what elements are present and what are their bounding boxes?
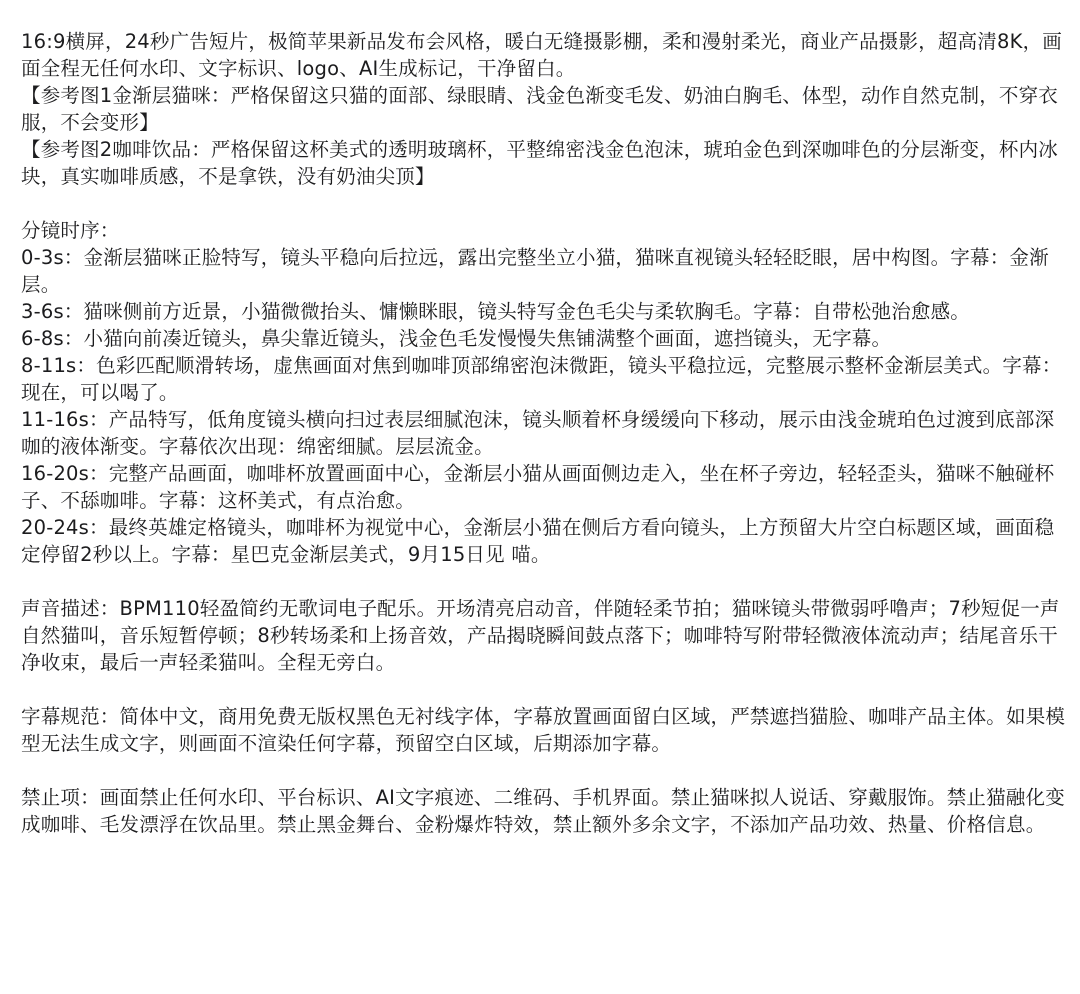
prohibited-items: 禁止项：画面禁止任何水印、平台标识、AI文字痕迹、二维码、手机界面。禁止猫咪拟人说话、穿戴服饰。禁止猫融化变成咖啡、毛发漂浮在饮品里。禁止黑金舞台、金粉爆炸特效，禁止额外多余文字，不添加产品功效、热量、价格信息。 <box>21 786 1065 836</box>
storyboard-shot: 3-6s：猫咪侧前方近景，小猫微微抬头、慵懒眯眼，镜头特写金色毛尖与柔软胸毛。字幕：自带松弛治愈感。 <box>21 300 971 323</box>
reference-image-2-note: 【参考图2咖啡饮品：严格保留这杯美式的透明玻璃杯，平整绵密浅金色泡沫，琥珀金色到深咖啡色的分层渐变，杯内冰块，真实咖啡质感，不是拿铁，没有奶油尖顶】 <box>21 138 1059 188</box>
intro-paragraph: 16:9横屏，24秒广告短片，极简苹果新品发布会风格，暖白无缝摄影棚，柔和漫射柔光，商业产品摄影，超高清8K，画面全程无任何水印、文字标识、logo、AI生成标记，干净留白。 <box>21 30 1062 80</box>
spacer <box>21 757 1067 784</box>
reference-image-1-note: 【参考图1金渐层猫咪：严格保留这只猫的面部、绿眼睛、浅金色渐变毛发、奶油白胸毛、体型，动作自然克制，不穿衣服，不会变形】 <box>21 84 1059 134</box>
storyboard-shot: 16-20s：完整产品画面，咖啡杯放置画面中心，金渐层小猫从画面侧边走入，坐在杯子旁边，轻轻歪头，猫咪不触碰杯子、不舔咖啡。字幕：这杯美式，有点治愈。 <box>21 462 1055 512</box>
spacer <box>21 676 1067 703</box>
prompt-document <box>21 28 1067 838</box>
sound-description: 声音描述：BPM110轻盈简约无歌词电子配乐。开场清亮启动音，伴随轻柔节拍；猫咪镜头带微弱呼噜声；7秒短促一声自然猫叫，音乐短暂停顿；8秒转场柔和上扬音效，产品揭晓瞬间鼓点落下；咖啡特写附带轻微液体流动声；结尾音乐干净收束，最后一声轻柔猫叫。全程无旁白。 <box>21 597 1060 674</box>
storyboard-shot: 8-11s：色彩匹配顺滑转场，虚焦画面对焦到咖啡顶部绵密泡沫微距，镜头平稳拉远，完整展示整杯金渐层美式。字幕：现在，可以喝了。 <box>21 354 1062 404</box>
subtitle-rules: 字幕规范：简体中文，商用免费无版权黑色无衬线字体，字幕放置画面留白区域，严禁遮挡猫脸、咖啡产品主体。如果模型无法生成文字，则画面不渲染任何字幕，预留空白区域，后期添加字幕。 <box>21 705 1066 755</box>
storyboard-shot: 0-3s：金渐层猫咪正脸特写，镜头平稳向后拉远，露出完整坐立小猫，猫咪直视镜头轻轻眨眼，居中构图。字幕：金渐层。 <box>21 246 1049 296</box>
spacer <box>21 568 1067 595</box>
spacer <box>21 190 1067 217</box>
storyboard-shot: 11-16s：产品特写，低角度镜头横向扫过表层细腻泡沫，镜头顺着杯身缓缓向下移动，展示由浅金琥珀色过渡到底部深咖的液体渐变。字幕依次出现：绵密细腻。层层流金。 <box>21 408 1055 458</box>
storyboard-heading: 分镜时序： <box>21 219 120 242</box>
storyboard-shot: 6-8s：小猫向前凑近镜头，鼻尖靠近镜头，浅金色毛发慢慢失焦铺满整个画面，遮挡镜头，无字幕。 <box>21 327 892 350</box>
storyboard-shot: 20-24s：最终英雄定格镜头，咖啡杯为视觉中心，金渐层小猫在侧后方看向镜头，上方预留大片空白标题区域，画面稳定停留2秒以上。字幕：星巴克金渐层美式，9月15日见 喵。 <box>21 516 1055 566</box>
